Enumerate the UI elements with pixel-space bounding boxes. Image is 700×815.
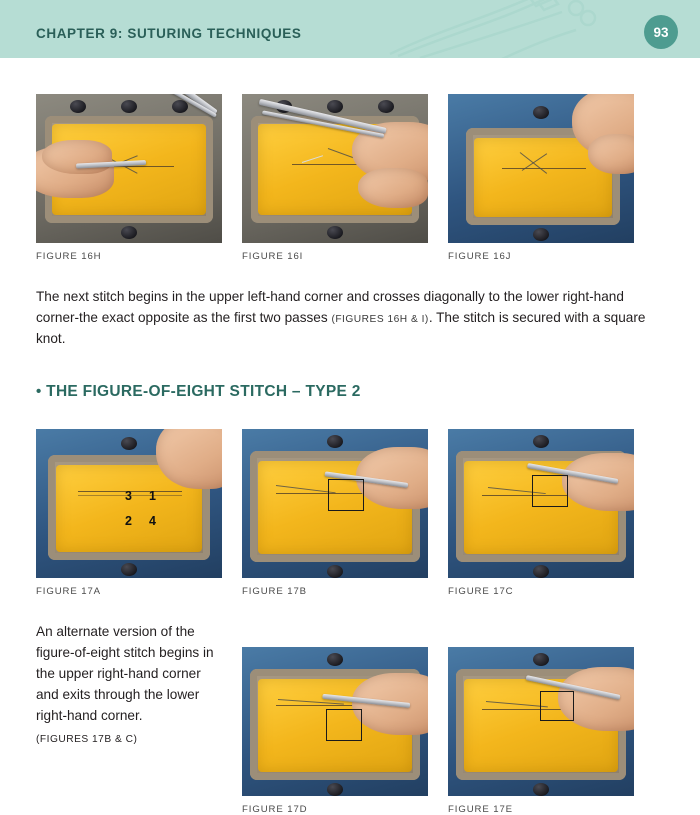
surgical-instruments-watermark [380, 0, 610, 58]
figure-17a-image [36, 429, 222, 578]
figure-16j [448, 94, 634, 262]
paragraph-1 [36, 286, 664, 349]
figure-17c [448, 429, 634, 597]
page-content [0, 94, 700, 815]
paragraph-2-figure-reference: (FIGURES 17B & C) [36, 733, 138, 745]
figure-16i-image [242, 94, 428, 243]
figure-16j-image [448, 94, 634, 243]
figure-17d [242, 647, 428, 815]
bullet-icon: • [36, 383, 42, 401]
paragraph-1-figure-reference: (FIGURES 16H & I) [331, 314, 429, 326]
figure-17e [448, 647, 634, 815]
figure-17e-image [448, 647, 634, 796]
paragraph-2 [36, 621, 226, 747]
figure-17d-caption: FIGURE 17D [242, 804, 308, 815]
figure-17a-label-4: 4 [149, 514, 156, 529]
figure-17e-marker-box [540, 691, 574, 721]
section-heading-text: THE FIGURE-OF-EIGHT STITCH – TYPE 2 [46, 383, 361, 401]
figure-17c-image [448, 429, 634, 578]
figure-row-17-top [36, 429, 664, 597]
figure-row-17-bottom [242, 647, 634, 815]
paragraph-2-text: An alternate version of the figure-of-eight stitch begins in the upper right-hand corner and exits through the lower right-hand corner. [36, 624, 214, 724]
figure-17a-label-3: 3 [125, 489, 132, 504]
figure-block-17 [36, 429, 664, 815]
figure-17b [242, 429, 428, 597]
page-header [0, 0, 700, 58]
figure-16i-caption: FIGURE 16I [242, 251, 304, 262]
figure-17d-image [242, 647, 428, 796]
figure-17d-marker-box [326, 709, 362, 741]
figure-17b-marker-box [328, 479, 364, 511]
paragraph-1-part-1: The next stitch begins in the upper left-hand corner and crosses diagonally to the lower right-hand corner-the exact opposite as the first two passes [36, 289, 624, 326]
figure-16h [36, 94, 222, 262]
figure-17a [36, 429, 222, 597]
figure-row-16 [36, 94, 664, 262]
page-title: CHAPTER 9: SUTURING TECHNIQUES [36, 26, 302, 41]
figure-17c-caption: FIGURE 17C [448, 586, 514, 598]
figure-16h-image [36, 94, 222, 243]
section-heading [36, 383, 664, 401]
figure-16j-caption: FIGURE 16J [448, 251, 512, 262]
figure-16i [242, 94, 428, 262]
figure-17b-image [242, 429, 428, 578]
paragraph-1-part-2: . The stitch is secured with a square knot. [36, 310, 646, 347]
figure-17a-caption: FIGURE 17A [36, 586, 101, 598]
figure-17c-marker-box [532, 475, 568, 507]
figure-17a-label-2: 2 [125, 514, 132, 529]
figure-17e-caption: FIGURE 17E [448, 804, 513, 815]
figure-17a-label-1: 1 [149, 489, 156, 504]
page-number-badge: 93 [644, 15, 678, 49]
figure-17b-caption: FIGURE 17B [242, 586, 307, 598]
figure-16h-caption: FIGURE 16H [36, 251, 102, 262]
